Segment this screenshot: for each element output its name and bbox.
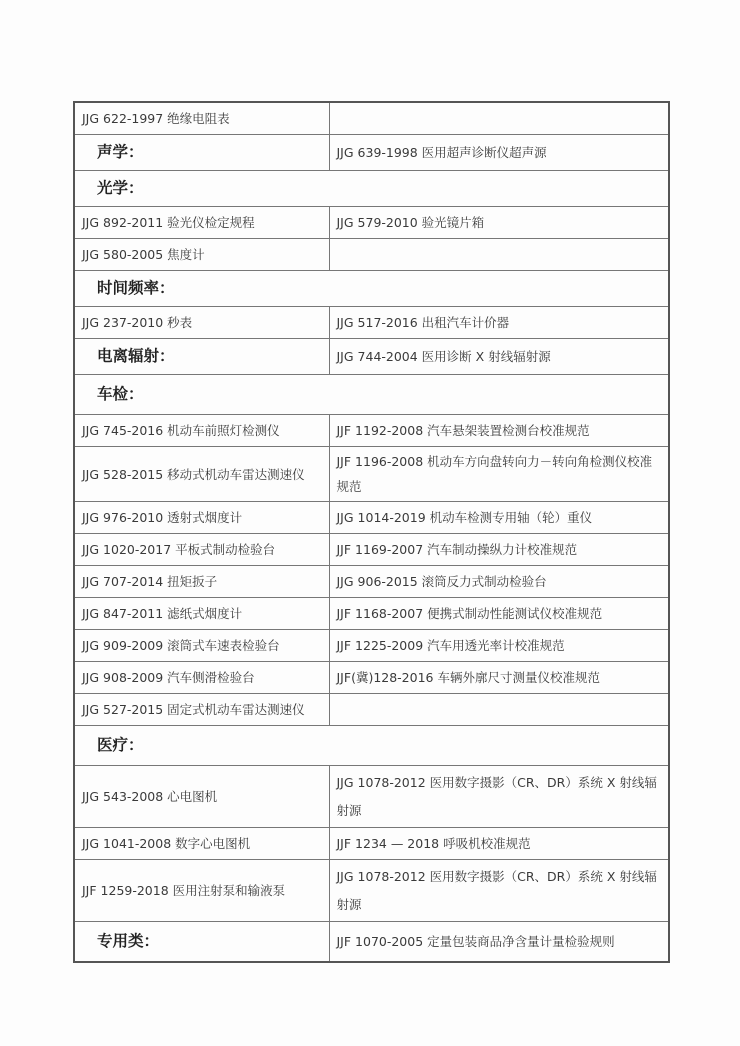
standard-cell: JJG 622-1997 绝缘电阻表 [74, 102, 329, 135]
table-row [74, 239, 669, 271]
standard-cell: JJF 1168-2007 便携式制动性能测试仪校准规范 [329, 598, 669, 630]
table-row [74, 307, 669, 339]
category-row [74, 339, 669, 375]
standard-cell: JJF 1070-2005 定量包装商品净含量计量检验规则 [329, 922, 669, 963]
standard-cell: JJG 543-2008 心电图机 [74, 766, 329, 828]
standard-cell [329, 102, 669, 135]
category-row [74, 135, 669, 171]
table-row [74, 860, 669, 922]
category-row [74, 922, 669, 963]
standard-cell: JJG 892-2011 验光仪检定规程 [74, 207, 329, 239]
category-row [74, 726, 669, 766]
standard-cell: JJF 1225-2009 汽车用透光率计校准规范 [329, 630, 669, 662]
category-label: 专用类： [74, 922, 329, 963]
standard-cell: JJG 528-2015 移动式机动车雷达测速仪 [74, 447, 329, 502]
table-row [74, 766, 669, 828]
standard-cell: JJG 976-2010 透射式烟度计 [74, 502, 329, 534]
category-label: 医疗： [74, 726, 669, 766]
table-row [74, 566, 669, 598]
standard-cell: JJF 1196-2008 机动车方向盘转向力－转向角检测仪校准规范 [329, 447, 669, 502]
standard-cell: JJG 580-2005 焦度计 [74, 239, 329, 271]
standard-cell: JJF(冀)128-2016 车辆外廓尺寸测量仪校准规范 [329, 662, 669, 694]
category-label: 光学： [74, 171, 669, 207]
standard-cell: JJG 1078-2012 医用数字摄影（CR、DR）系统 X 射线辐射源 [329, 860, 669, 922]
category-label: 声学： [74, 135, 329, 171]
standard-cell: JJF 1259-2018 医用注射泵和输液泵 [74, 860, 329, 922]
standard-cell [329, 694, 669, 726]
table-row [74, 534, 669, 566]
standard-cell: JJG 517-2016 出租汽车计价器 [329, 307, 669, 339]
standard-cell: JJG 1014-2019 机动车检测专用轴（轮）重仪 [329, 502, 669, 534]
table-row [74, 207, 669, 239]
standard-cell: JJG 1041-2008 数字心电图机 [74, 828, 329, 860]
category-row [74, 171, 669, 207]
category-row [74, 375, 669, 415]
standard-cell: JJG 745-2016 机动车前照灯检测仪 [74, 415, 329, 447]
standard-cell: JJG 639-1998 医用超声诊断仪超声源 [329, 135, 669, 171]
standard-cell: JJG 707-2014 扭矩扳子 [74, 566, 329, 598]
standard-cell: JJG 1020-2017 平板式制动检验台 [74, 534, 329, 566]
category-row [74, 271, 669, 307]
table-row [74, 630, 669, 662]
standard-cell: JJF 1234 — 2018 呼吸机校准规范 [329, 828, 669, 860]
standard-cell: JJG 744-2004 医用诊断 X 射线辐射源 [329, 339, 669, 375]
category-label: 电离辐射： [74, 339, 329, 375]
standards-table [73, 101, 670, 963]
table-row [74, 447, 669, 502]
standard-cell: JJG 237-2010 秒表 [74, 307, 329, 339]
table-row [74, 598, 669, 630]
standard-cell [329, 239, 669, 271]
standard-cell: JJG 906-2015 滚筒反力式制动检验台 [329, 566, 669, 598]
table-row [74, 415, 669, 447]
table-row [74, 828, 669, 860]
table-row [74, 102, 669, 135]
standard-cell: JJG 909-2009 滚筒式车速表检验台 [74, 630, 329, 662]
table-row [74, 662, 669, 694]
standard-cell: JJG 847-2011 滤纸式烟度计 [74, 598, 329, 630]
standard-cell: JJG 527-2015 固定式机动车雷达测速仪 [74, 694, 329, 726]
table-row [74, 694, 669, 726]
standard-cell: JJF 1169-2007 汽车制动操纵力计校准规范 [329, 534, 669, 566]
standard-cell: JJG 579-2010 验光镜片箱 [329, 207, 669, 239]
standard-cell: JJF 1192-2008 汽车悬架装置检测台校准规范 [329, 415, 669, 447]
standard-cell: JJG 908-2009 汽车侧滑检验台 [74, 662, 329, 694]
standard-cell: JJG 1078-2012 医用数字摄影（CR、DR）系统 X 射线辐射源 [329, 766, 669, 828]
category-label: 时间频率： [74, 271, 669, 307]
category-label: 车检： [74, 375, 669, 415]
table-row [74, 502, 669, 534]
